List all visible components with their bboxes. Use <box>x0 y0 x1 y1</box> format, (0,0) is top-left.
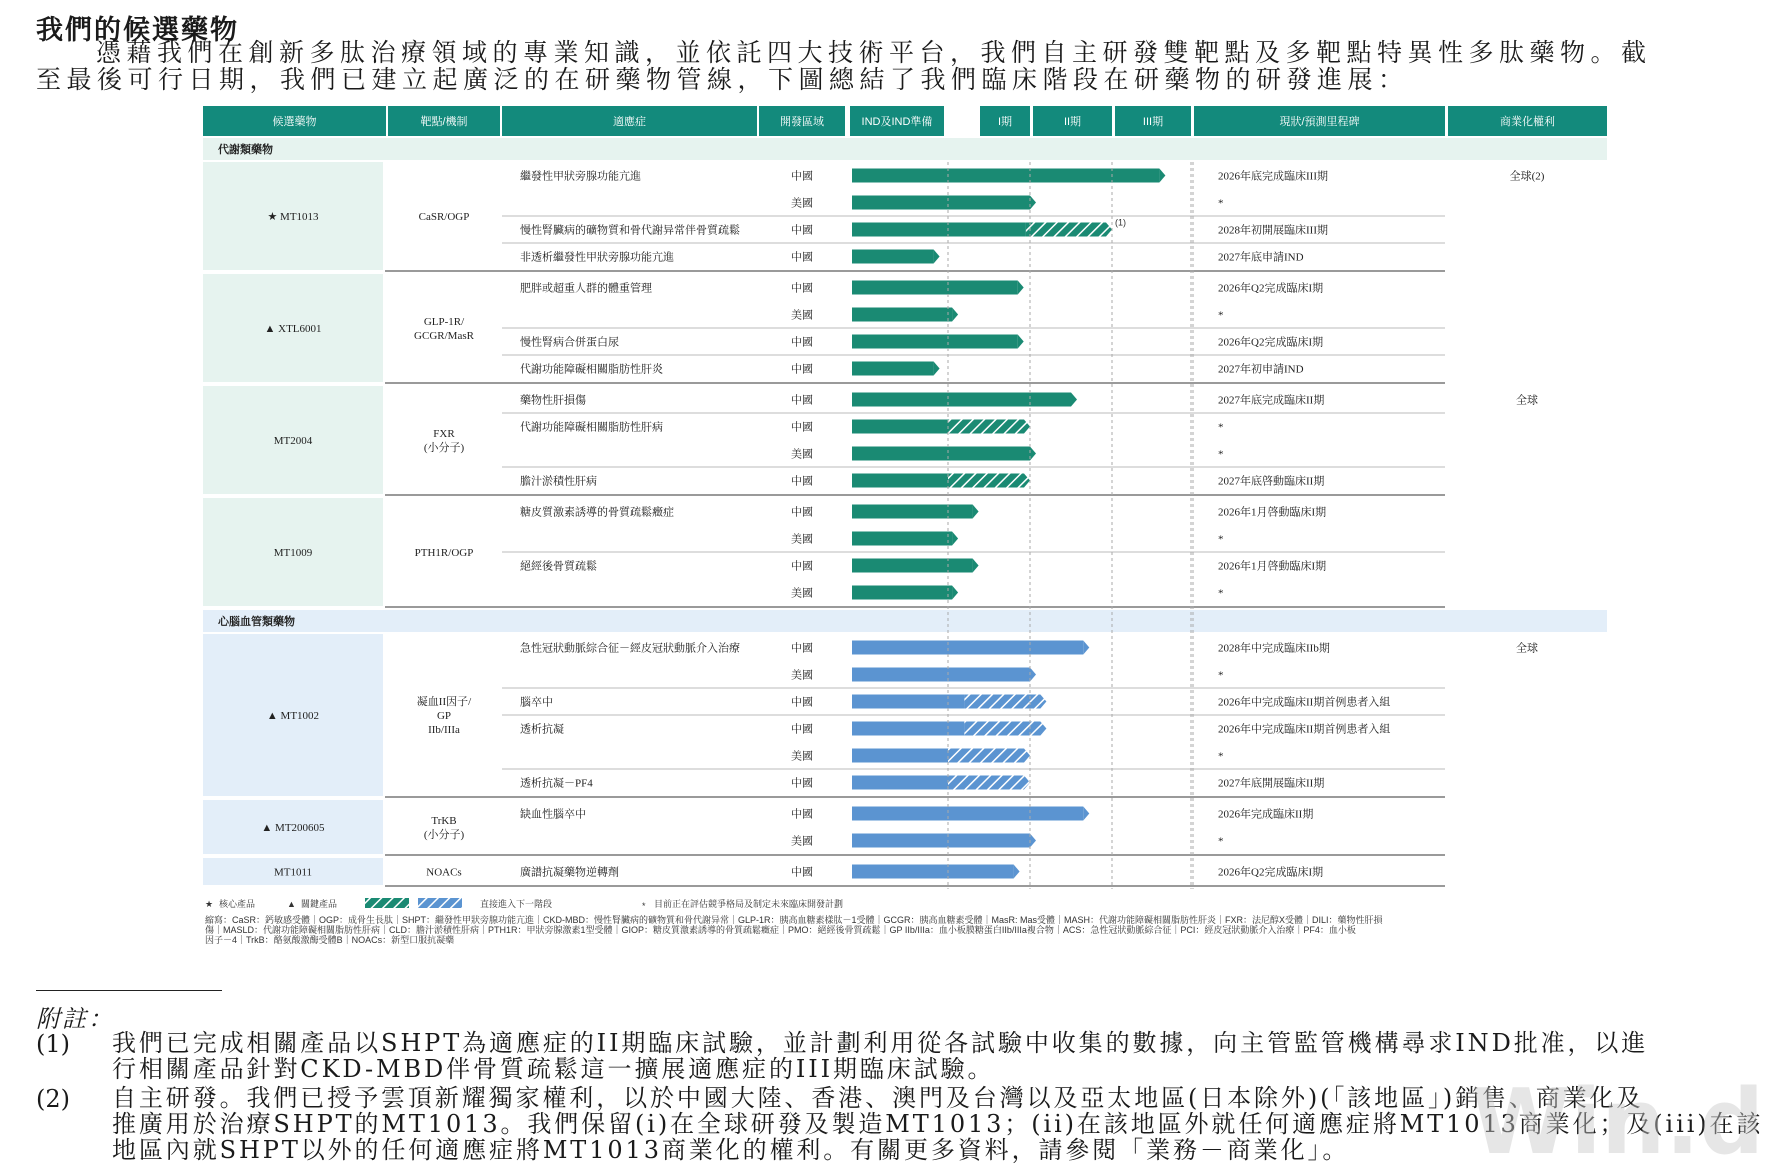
milestone-label: 2026年1月啓動臨床I期 <box>1218 560 1327 573</box>
progress-bar-mt1002 <box>852 749 948 763</box>
header-label-phase-2: II期 <box>1063 116 1082 128</box>
progress-bar-mt2004 <box>852 420 948 434</box>
legend-hatch-label: 直接進入下一階段 <box>480 899 553 909</box>
indication-label: 透析抗凝 <box>520 723 564 736</box>
progress-bar-hatched-mt2004 <box>948 474 1030 488</box>
progress-arrow-xtl6001 <box>934 362 940 376</box>
milestone-label: 2026年完成臨床II期 <box>1218 808 1314 821</box>
milestone-label: 2027年底啓動臨床II期 <box>1218 475 1325 488</box>
region-label: 中國 <box>791 723 813 736</box>
indication-label: 肥胖或超重人群的體重管理 <box>520 282 652 295</box>
progress-bar-xtl6001 <box>852 335 1018 349</box>
header-label-rights: 商業化權利 <box>1500 116 1555 128</box>
region-label: 中國 <box>791 224 813 237</box>
drug-name-xtl6001: ▲ XTL6001 <box>264 323 322 335</box>
progress-bar-mt200605 <box>852 834 1030 848</box>
chart-root <box>203 106 1607 945</box>
drug-target-xtl6001: GLP-1R/ <box>423 316 465 328</box>
progress-bar-mt1013 <box>852 196 1030 210</box>
region-label: 中國 <box>791 336 813 349</box>
intro-line-2: 至最後可行日期，我們已建立起廣泛的在研藥物管線，下圖總結了我們臨床階段在研藥物的研發進展： <box>36 65 1409 94</box>
indication-label: 糖皮質激素誘導的骨質疏鬆癥症 <box>520 506 674 519</box>
progress-arrow-xtl6001 <box>952 308 958 322</box>
milestone-label: 2026年Q2完成臨床I期 <box>1218 866 1324 879</box>
drug-target-mt2004: FXR <box>433 428 455 440</box>
header-label-indication: 適應症 <box>613 116 646 128</box>
indication-label: 慢性腎病合併蛋白尿 <box>520 336 619 349</box>
rights-label: 全球 <box>1516 394 1538 407</box>
progress-bar-mt200605 <box>852 807 1083 821</box>
drug-target-xtl6001: GCGR/MasR <box>414 330 474 342</box>
region-label: 美國 <box>791 835 813 848</box>
milestone-label: 2026年底完成臨床III期 <box>1218 170 1328 183</box>
milestone-label: 2026年中完成臨床II期首例患者入組 <box>1218 696 1391 709</box>
legend-star-symbol: * <box>642 901 646 911</box>
progress-arrow-mt1009 <box>973 505 979 519</box>
progress-bar-mt2004 <box>852 393 1071 407</box>
rights-label: 全球 <box>1516 642 1538 655</box>
milestone-label: 2028年初開展臨床III期 <box>1218 224 1328 237</box>
legend-key-symbol: ▲ <box>287 899 296 909</box>
milestone-label: 2026年Q2完成臨床I期 <box>1218 282 1324 295</box>
milestone-label: 2026年Q2完成臨床I期 <box>1218 336 1324 349</box>
footnote-rule <box>36 990 222 991</box>
region-label: 美國 <box>791 587 813 600</box>
progress-bar-xtl6001 <box>852 362 934 376</box>
drug-target-mt200605: TrKB <box>431 815 457 827</box>
bar-note: (1) <box>1115 217 1126 228</box>
region-label: 中國 <box>791 696 813 709</box>
drug-target-mt1013: CaSR/OGP <box>418 211 470 223</box>
milestone-label: * <box>1218 421 1224 434</box>
drug-name-mt2004: MT2004 <box>273 435 313 447</box>
notes-title: 附註： <box>36 1005 114 1033</box>
region-label: 中國 <box>791 642 813 655</box>
indication-label: 代謝功能障礙相關脂肪性肝炎 <box>520 363 663 376</box>
header-label-milestone: 現狀/預測里程碑 <box>1279 116 1360 128</box>
progress-bar-xtl6001 <box>852 308 952 322</box>
section-label-metabolic: 代謝類藥物 <box>218 144 273 156</box>
progress-arrow-mt1013 <box>934 250 940 264</box>
legend-star-label: 目前正在評估競爭格局及制定未來臨床開發計劃 <box>654 899 844 909</box>
region-label: 美國 <box>791 750 813 763</box>
rights-label: 全球(2) <box>1509 170 1545 183</box>
progress-bar-xtl6001 <box>852 281 1018 295</box>
progress-bar-mt1002 <box>852 776 948 790</box>
note-1-number: (1) <box>36 1030 70 1058</box>
indication-label: 絕經後骨質疏鬆 <box>520 560 597 573</box>
region-label: 美國 <box>791 533 813 546</box>
region-label: 中國 <box>791 808 813 821</box>
progress-bar-hatched-mt1013 <box>1026 223 1112 237</box>
progress-bar-mt1002 <box>852 668 1030 682</box>
header-label-candidate: 候選藥物 <box>272 116 317 128</box>
milestone-label: 2027年底完成臨床II期 <box>1218 394 1325 407</box>
milestone-label: * <box>1218 533 1224 546</box>
progress-bar-hatched-mt1002 <box>948 776 1030 790</box>
region-label: 中國 <box>791 394 813 407</box>
header-label-phase-1: I期 <box>997 116 1013 128</box>
drug-target-mt1011: NOACs <box>426 866 462 879</box>
progress-arrow-xtl6001 <box>1018 335 1024 349</box>
legend-core-label: 核心產品 <box>219 899 256 909</box>
watermark: Win.d <box>1471 1070 1764 1175</box>
progress-bar-mt2004 <box>852 447 1030 461</box>
milestone-label: * <box>1218 309 1224 322</box>
abbreviation-line: 因子－4｜TrkB：酪氨酸激酶受體B｜NOACs：新型口服抗凝藥 <box>205 935 455 945</box>
region-label: 中國 <box>791 282 813 295</box>
progress-arrow-mt1002 <box>1083 641 1089 655</box>
region-label: 美國 <box>791 669 813 682</box>
indication-label: 透析抗凝－PF4 <box>520 777 593 790</box>
drug-name-mt1013: ★ MT1013 <box>267 211 319 223</box>
indication-label: 慢性腎臟病的礦物質和骨代謝异常伴骨質疏鬆 <box>520 224 740 237</box>
region-label: 中國 <box>791 363 813 376</box>
drug-target-mt1009: PTH1R/OGP <box>414 547 474 559</box>
milestone-label: * <box>1218 835 1224 848</box>
milestone-label: * <box>1218 669 1224 682</box>
drug-name-mt1009: MT1009 <box>273 547 313 559</box>
indication-label: 藥物性肝損傷 <box>520 394 586 407</box>
section-band-cardio <box>203 610 1607 632</box>
progress-bar-mt1009 <box>852 586 952 600</box>
milestone-label: 2026年中完成臨床II期首例患者入組 <box>1218 723 1391 736</box>
progress-arrow-mt1013 <box>1159 169 1165 183</box>
progress-arrow-mt2004 <box>1071 393 1077 407</box>
milestone-label: 2028年中完成臨床IIb期 <box>1218 642 1330 655</box>
note-1-line-1: 我們已完成相關產品以SHPT為適應症的II期臨床試驗，並計劃利用從各試驗中收集的數據，向主管監管機構尋求IND批准，以進 <box>112 1029 1649 1057</box>
milestone-label: 2026年1月啓動臨床I期 <box>1218 506 1327 519</box>
indication-label: 繼發性甲狀旁腺功能亢進 <box>520 170 641 183</box>
progress-bar-mt1009 <box>852 532 952 546</box>
progress-bar-hatched-mt2004 <box>948 420 1030 434</box>
header-label-target: 靶點/機制 <box>420 116 468 128</box>
region-label: 中國 <box>791 560 813 573</box>
progress-bar-hatched-mt1002 <box>964 695 1046 709</box>
drug-name-mt200605: ▲ MT200605 <box>261 822 325 834</box>
page-title: 我們的候選藥物 <box>36 15 239 46</box>
note-2-number: (2) <box>36 1085 70 1113</box>
header-label-region: 開發區域 <box>780 116 824 128</box>
progress-arrow-mt1009 <box>973 559 979 573</box>
header-label-phase-3: III期 <box>1142 116 1164 128</box>
milestone-label: * <box>1218 587 1224 600</box>
section-band-metabolic <box>203 138 1607 160</box>
progress-bar-mt1002 <box>852 641 1083 655</box>
region-label: 中國 <box>791 170 813 183</box>
region-label: 中國 <box>791 421 813 434</box>
progress-arrow-mt1013 <box>1030 196 1036 210</box>
progress-bar-mt1009 <box>852 505 973 519</box>
drug-target-mt200605: (小分子) <box>423 829 465 841</box>
progress-bar-mt2004 <box>852 474 948 488</box>
region-label: 中國 <box>791 251 813 264</box>
note-2-line-3: 地區內就SHPT以外的任何適應症將MT1013商業化的權利。有關更多資料，請參閱「業務－商業化」。 <box>112 1136 1350 1164</box>
progress-arrow-mt2004 <box>1030 447 1036 461</box>
milestone-label: * <box>1218 448 1224 461</box>
progress-arrow-mt1002 <box>1030 668 1036 682</box>
progress-bar-mt1011 <box>852 865 1014 879</box>
indication-label: 急性冠狀動脈綜合征－經皮冠狀動脈介入治療 <box>520 642 740 655</box>
region-label: 中國 <box>791 777 813 790</box>
abbreviation-line: 縮寫：CaSR：鈣敏感受體｜OGP：成骨生長肽｜SHPT：繼發性甲狀旁腺功能亢進｜CKD-MBD：慢性腎臟病的礦物質和骨代謝异常｜GLP-1R：胰高血糖素樣肽－1受體｜GCGR：胰高血糖素受體｜MasR: Mas受體｜MASH：代謝功能障礙相關脂肪性肝炎｜FXR：法尼醇X受體｜DILI：藥物性肝損 <box>205 915 1383 925</box>
progress-arrow-mt1009 <box>952 532 958 546</box>
indication-label: 非透析繼發性甲狀旁腺功能亢進 <box>520 251 674 264</box>
progress-bar-hatched-mt1002 <box>948 749 1030 763</box>
drug-target-mt1002: GP <box>436 710 452 722</box>
section-label-cardio: 心腦血管類藥物 <box>218 616 295 628</box>
header-label-ind: IND及IND準備 <box>861 116 933 128</box>
region-label: 美國 <box>791 197 813 210</box>
legend-key-label: 關鍵產品 <box>301 899 338 909</box>
indication-label: 廣譜抗凝藥物逆轉劑 <box>520 866 619 879</box>
drug-target-mt2004: (小分子) <box>423 442 465 454</box>
milestone-label: 2027年初申請IND <box>1218 363 1304 376</box>
progress-arrow-mt200605 <box>1030 834 1036 848</box>
indication-label: 缺血性腦卒中 <box>520 808 586 821</box>
legend-hatch-green <box>365 898 409 908</box>
indication-label: 腦卒中 <box>520 696 553 709</box>
progress-bar-hatched-mt1002 <box>964 722 1046 736</box>
progress-bar-mt1009 <box>852 559 973 573</box>
progress-arrow-mt1011 <box>1014 865 1020 879</box>
milestone-label: * <box>1218 750 1224 763</box>
abbreviation-line: 傷｜MASLD：代謝功能障礙相關脂肪性肝病｜CLD：膽汁淤積性肝病｜PTH1R：甲狀旁腺激素1型受體｜GIOP：糖皮質激素誘導的骨質疏鬆癥症｜PMO：絕經後骨質疏鬆｜GP IIb/IIIa：血小板膜糖蛋白IIb/IIIa複合物｜ACS：急性冠狀動脈綜合征｜PCI：經皮冠狀動脈介入治療｜PF4：血小板 <box>205 925 1356 935</box>
region-label: 中國 <box>791 475 813 488</box>
indication-label: 膽汁淤積性肝病 <box>520 475 597 488</box>
milestone-label: 2027年底申請IND <box>1218 251 1304 264</box>
region-label: 中國 <box>791 866 813 879</box>
region-label: 中國 <box>791 506 813 519</box>
progress-arrow-mt1009 <box>952 586 958 600</box>
milestone-label: * <box>1218 197 1224 210</box>
progress-arrow-xtl6001 <box>1018 281 1024 295</box>
drug-name-mt1002: ▲ MT1002 <box>266 710 320 722</box>
progress-bar-mt1013 <box>852 223 1026 237</box>
drug-name-mt1011: MT1011 <box>273 866 313 879</box>
progress-bar-mt1013 <box>852 250 934 264</box>
drug-target-mt1002: IIb/IIIa <box>428 724 460 736</box>
legend-core-symbol: ★ <box>205 899 214 909</box>
region-label: 美國 <box>791 448 813 461</box>
note-2-line-1: 自主研發。我們已授予雲頂新耀獨家權利，以於中國大陸、香港、澳門及台灣以及亞太地區(日本除外)(「該地區」)銷售、商業化及 <box>112 1084 1644 1112</box>
milestone-label: 2027年底開展臨床II期 <box>1218 777 1325 790</box>
region-label: 美國 <box>791 309 813 322</box>
indication-label: 代謝功能障礙相關脂肪性肝病 <box>520 421 663 434</box>
legend-hatch-blue <box>418 898 462 908</box>
drug-target-mt1002: 凝血II因子/ <box>416 696 472 708</box>
note-2-line-2: 推廣用於治療SHPT的MT1013。我們保留(i)在全球研發及製造MT1013；(ii)在該地區外就任何適應症將MT1013商業化；及(iii)在該 <box>112 1110 1764 1138</box>
intro-line-1: 憑藉我們在創新多肽治療領域的專業知識，並依託四大技術平台，我們自主研發雙靶點及多靶點特異性多肽藥物。截 <box>96 38 1652 67</box>
note-1-line-2: 行相關產品針對CKD-MBD伴骨質疏鬆這一擴展適應症的III期臨床試驗。 <box>112 1055 995 1083</box>
progress-bar-mt1013 <box>852 169 1159 183</box>
progress-arrow-mt200605 <box>1083 807 1089 821</box>
